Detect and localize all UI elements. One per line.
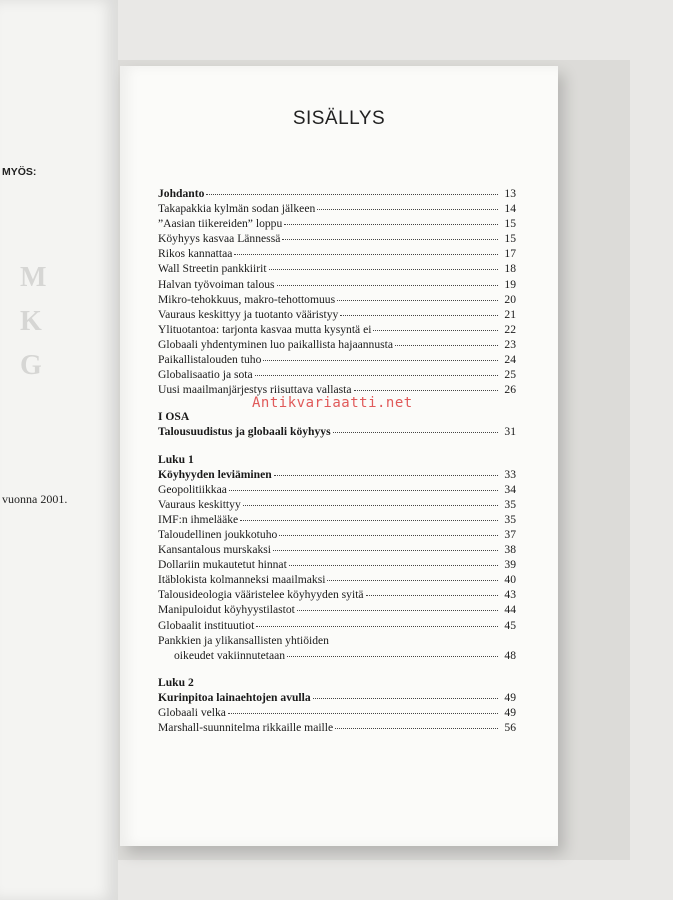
dot-leader [313,698,498,699]
toc-page-number: 35 [504,512,516,526]
toc-entry [158,231,516,246]
ghost-print-3: G [20,350,44,381]
toc-entry-title: Paikallistalouden tuho [158,353,262,367]
dot-leader [263,360,498,361]
dot-leader [274,475,498,476]
toc-entry [158,292,516,307]
page-title: SISÄLLYS [292,108,386,129]
dot-leader [206,194,498,195]
dot-leader [327,580,498,581]
toc-entry-title: Vauraus keskittyy ja tuotanto vääristyy [158,307,339,321]
toc-entry [158,352,516,367]
toc-section-heading [158,675,516,690]
dot-leader [277,285,498,286]
toc-entry-title: Köyhyyden leviäminen [158,467,272,481]
toc-page-number: 44 [504,603,516,617]
toc-entry [158,186,516,201]
toc-entry-title: Rikos kannattaa [158,247,233,261]
toc-page-number: 35 [504,497,516,511]
toc-entry-title: Halvan työvoiman talous [158,277,275,291]
toc-entry-title: ”Aasian tiikereiden” loppu [158,217,283,231]
toc-entry [158,587,516,602]
right-page [120,66,558,846]
toc-entry-title: Geopolitiikkaa [158,482,227,496]
toc-page-number: 13 [504,187,516,200]
toc-page-number: 21 [504,307,516,321]
dot-leader [269,269,498,270]
toc-entry-title: oikeudet vakiinnutetaan [174,648,286,662]
toc-page-number: 14 [504,202,516,216]
toc-entry [158,512,516,527]
toc-entry [158,337,516,352]
toc-entry [158,424,516,439]
toc-page-number: 17 [504,247,516,261]
toc-page-number: 31 [504,425,516,439]
toc-page-number: 22 [504,322,516,336]
toc-entry [158,527,516,542]
dot-leader [317,209,498,210]
toc-page-number: 19 [504,277,516,291]
toc-entry [158,705,516,720]
toc-entry-title: Globaali velka [158,706,226,719]
toc-page-number: 45 [504,618,516,632]
toc-entry [158,690,516,705]
toc-entry [158,482,516,497]
toc-entry-title: Mikro-tehokkuus, makro-tehottomuus [158,292,336,306]
toc-entry [158,572,516,587]
toc-page-number: 24 [504,353,516,367]
toc-gap [158,663,516,675]
toc-page-number: 43 [504,588,516,602]
toc-entry-title: Takapakkia kylmän sodan jälkeen [158,202,316,216]
toc-entry-title: Talousideologia vääristelee köyhyyden syitä [158,588,364,602]
dot-leader [243,505,498,506]
toc-page-number: 49 [504,690,516,704]
toc-entry-title: Uusi maailmanjärjestys riisuttava vallasta [158,383,352,397]
toc-entry [158,648,516,663]
toc-page-number: 18 [504,262,516,276]
toc-page-number: 33 [504,467,516,481]
table-of-contents [158,186,516,735]
toc-page-number: 34 [504,482,516,496]
toc-page-number: 15 [504,217,516,231]
toc-entry [158,467,516,482]
dot-leader [282,239,498,240]
toc-page-number: 23 [504,337,516,351]
dot-leader [297,610,498,611]
toc-entry-title: Johdanto [158,187,205,200]
dot-leader [284,224,498,225]
toc-page-number: 26 [504,383,516,397]
toc-entry-title: Marshall-suunnitelma rikkaille maille [158,721,334,735]
toc-entry [158,557,516,572]
toc-entry-title: Köyhyys kasvaa Lännessä [158,232,281,246]
toc-entry-title: Manipuloidut köyhyystilastot [158,603,295,617]
toc-entry [158,542,516,557]
dot-leader [354,390,499,391]
left-page-text-top: MYÖS: [2,166,37,178]
toc-entry [158,497,516,512]
toc-entry-title: Dollariin mukautetut hinnat [158,558,287,572]
toc-entry-title: Itäblokista kolmanneksi maailmaksi [158,573,326,587]
toc-entry-title: Taloudellinen joukkotuho [158,527,278,541]
ghost-print-2: K [20,306,44,337]
left-page [0,0,118,900]
toc-entry [158,307,516,322]
dot-leader [240,520,498,521]
watermark: Antikvariaatti.net [252,395,413,411]
dot-leader [337,300,498,301]
toc-page-number: 15 [504,232,516,246]
toc-entry-title: Vauraus keskittyy [158,497,241,511]
toc-entry [158,277,516,292]
dot-leader [273,550,498,551]
dot-leader [234,254,498,255]
dot-leader [340,315,498,316]
toc-gap [158,440,516,452]
toc-entry [158,201,516,216]
toc-page-number: 39 [504,558,516,572]
toc-entry [158,720,516,735]
toc-entry-title: Kansantalous murskaksi [158,543,272,557]
dot-leader [229,490,498,491]
dot-leader [373,330,498,331]
dot-leader [395,345,498,346]
toc-entry [158,618,516,633]
toc-entry-title: Talousuudistus ja globaali köyhyys [158,425,331,439]
dot-leader [333,432,498,433]
toc-entry-title: Globaalit instituutiot [158,618,255,632]
toc-entry-title: Globalisaatio ja sota [158,368,253,382]
toc-entry [158,322,516,337]
toc-entry-title: Luku 1 [158,452,194,466]
dot-leader [335,728,498,729]
dot-leader [279,535,498,536]
toc-entry-title: Globaali yhdentyminen luo paikallista hajaannusta [158,337,394,351]
toc-page-number: 38 [504,543,516,557]
dot-leader [228,713,498,714]
toc-entry-title: Luku 2 [158,675,194,689]
toc-entry [158,216,516,231]
toc-entry-title: Ylituotantoa: tarjonta kasvaa mutta kysyntä ei [158,322,372,336]
toc-entry [158,246,516,261]
toc-section-heading [158,452,516,467]
toc-page-number: 40 [504,573,516,587]
left-page-text-bottom: vuonna 2001. [2,492,68,506]
dot-leader [366,595,498,596]
dot-leader [256,626,498,627]
toc-entry-title: Kurinpitoa lainaehtojen avulla [158,690,311,704]
toc-entry-line [158,633,516,648]
toc-entry-title: Wall Streetin pankkiirit [158,262,267,276]
toc-page-number: 37 [504,527,516,541]
dot-leader [289,565,498,566]
toc-entry [158,261,516,276]
dot-leader [287,656,498,657]
toc-entry [158,602,516,617]
ghost-print-1: M [20,262,49,293]
toc-page-number: 20 [504,292,516,306]
toc-entry-title: IMF:n ihmelääke [158,512,239,526]
toc-page-number: 48 [504,648,516,662]
dot-leader [255,375,498,376]
toc-entry [158,367,516,382]
toc-entry-title: I OSA [158,410,190,424]
toc-section-heading [158,409,516,424]
toc-page-number: 25 [504,368,516,382]
toc-page-number: 56 [504,721,516,735]
toc-entry-title: Pankkien ja ylikansallisten yhtiöiden [158,633,329,647]
toc-page-number: 49 [504,706,516,719]
